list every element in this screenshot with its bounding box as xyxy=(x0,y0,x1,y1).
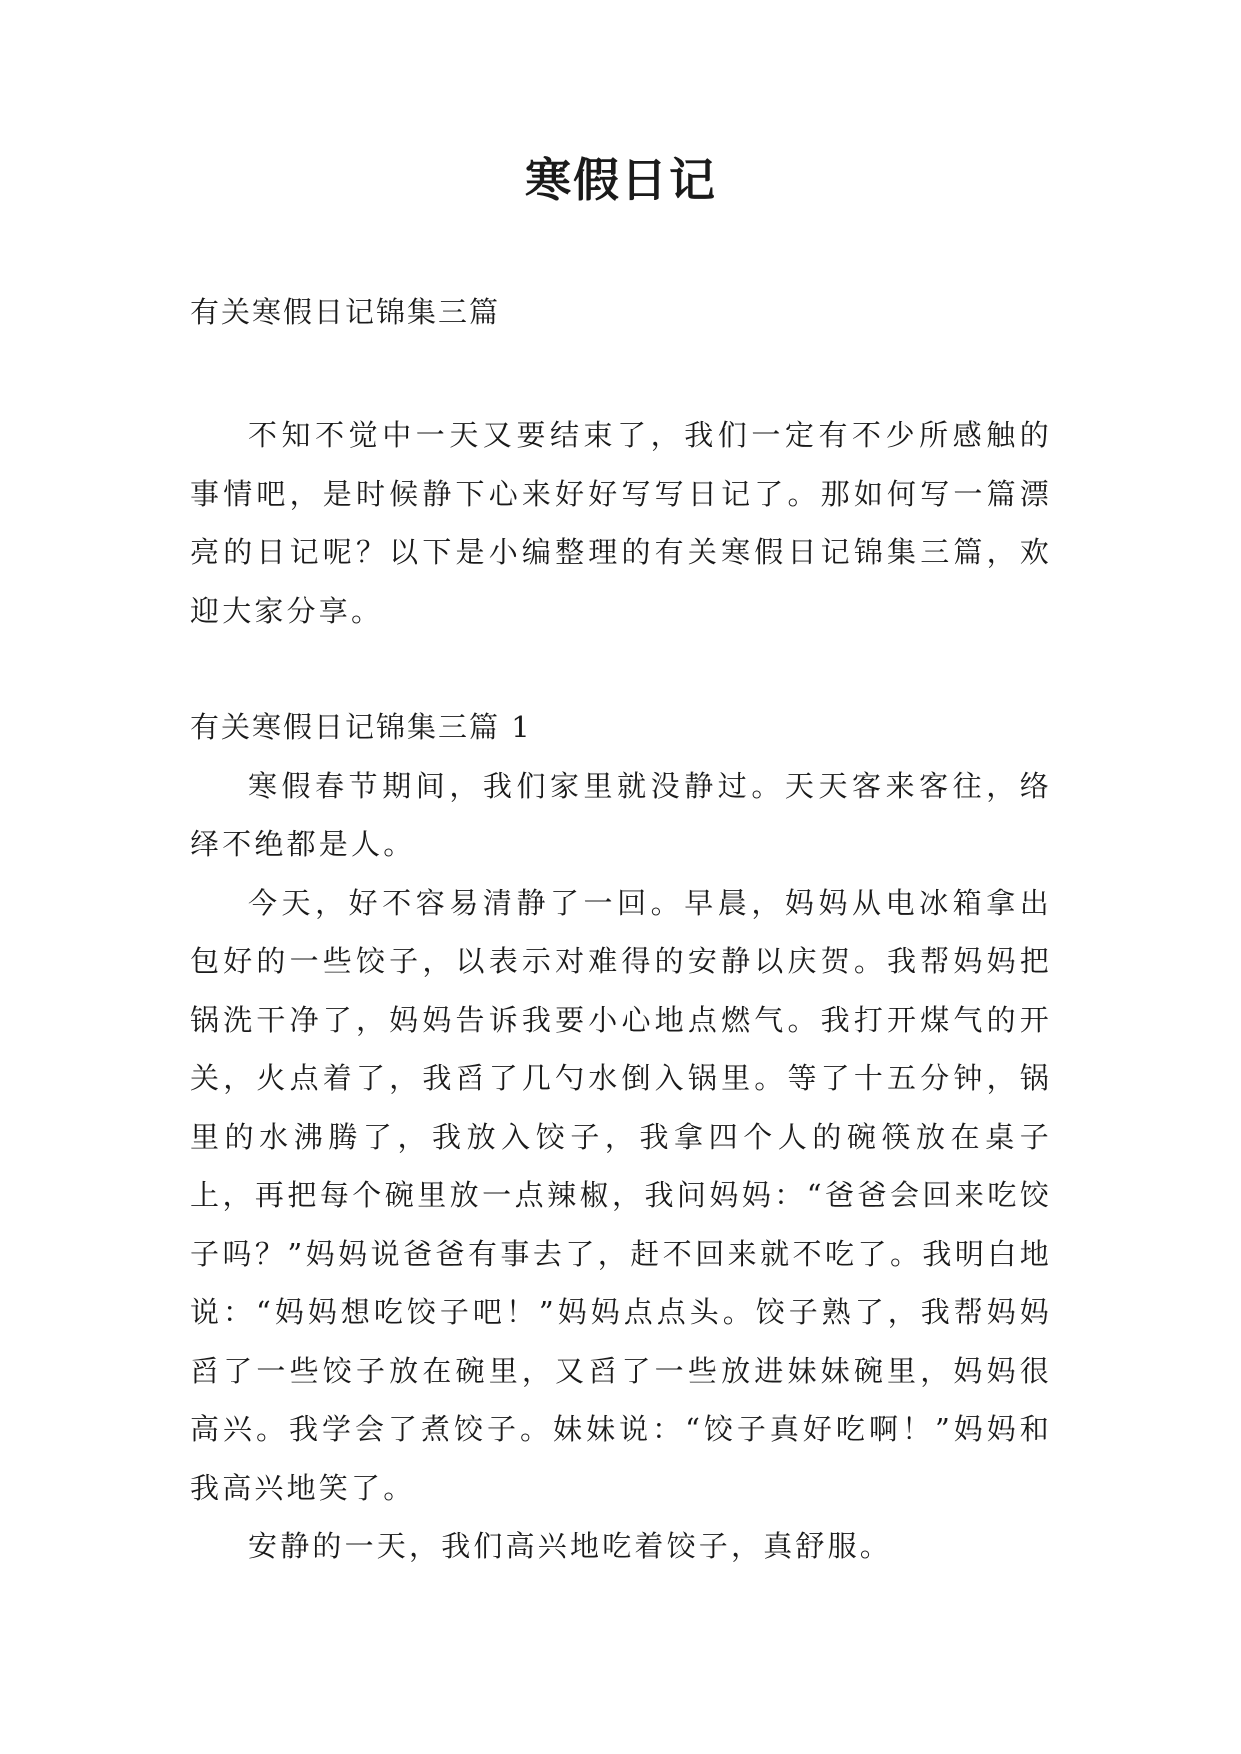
section-heading: 有关寒假日记锦集三篇 1 xyxy=(190,710,532,744)
body-paragraph: 安静的一天，我们高兴地吃着饺子，真舒服。 xyxy=(248,1529,893,1563)
body-paragraph: 寒假春节期间，我们家里就没静过。天天客来客往，络绎不绝都是人。 xyxy=(190,768,1052,861)
document-subtitle: 有关寒假日记锦集三篇 xyxy=(190,295,501,329)
body-paragraph: 今天，好不容易清静了一回。早晨，妈妈从电冰箱拿出包好的一些饺子，以表示对难得的安静以庆贺。我帮妈妈把锅洗干净了，妈妈告诉我要小心地点燃气。我打开煤气的开关，火点着了，我舀了几勺水倒入锅里。等了十五分钟，锅里的水沸腾了，我放入饺子，我拿四个人的碗筷放在桌子上，再把每个碗里放一点辣椒，我问妈妈：“爸爸会回来吃饺子吗？”妈妈说爸爸有事去了，赶不回来就不吃了。我明白地说：“妈妈想吃饺子吧！”妈妈点点头。饺子熟了，我帮妈妈舀了一些饺子放在碗里，又舀了一些放进妹妹碗里，妈妈很高兴。我学会了煮饺子。妹妹说：“饺子真好吃啊！”妈妈和我高兴地笑了。 xyxy=(190,885,1052,1505)
intro-paragraph: 不知不觉中一天又要结束了，我们一定有不少所感触的事情吧，是时候静下心来好好写写日记了。那如何写一篇漂亮的日记呢？以下是小编整理的有关寒假日记锦集三篇，欢迎大家分享。 xyxy=(190,418,1052,628)
document-title: 寒假日记 xyxy=(525,153,717,207)
diary-section-1 xyxy=(190,698,1052,1576)
